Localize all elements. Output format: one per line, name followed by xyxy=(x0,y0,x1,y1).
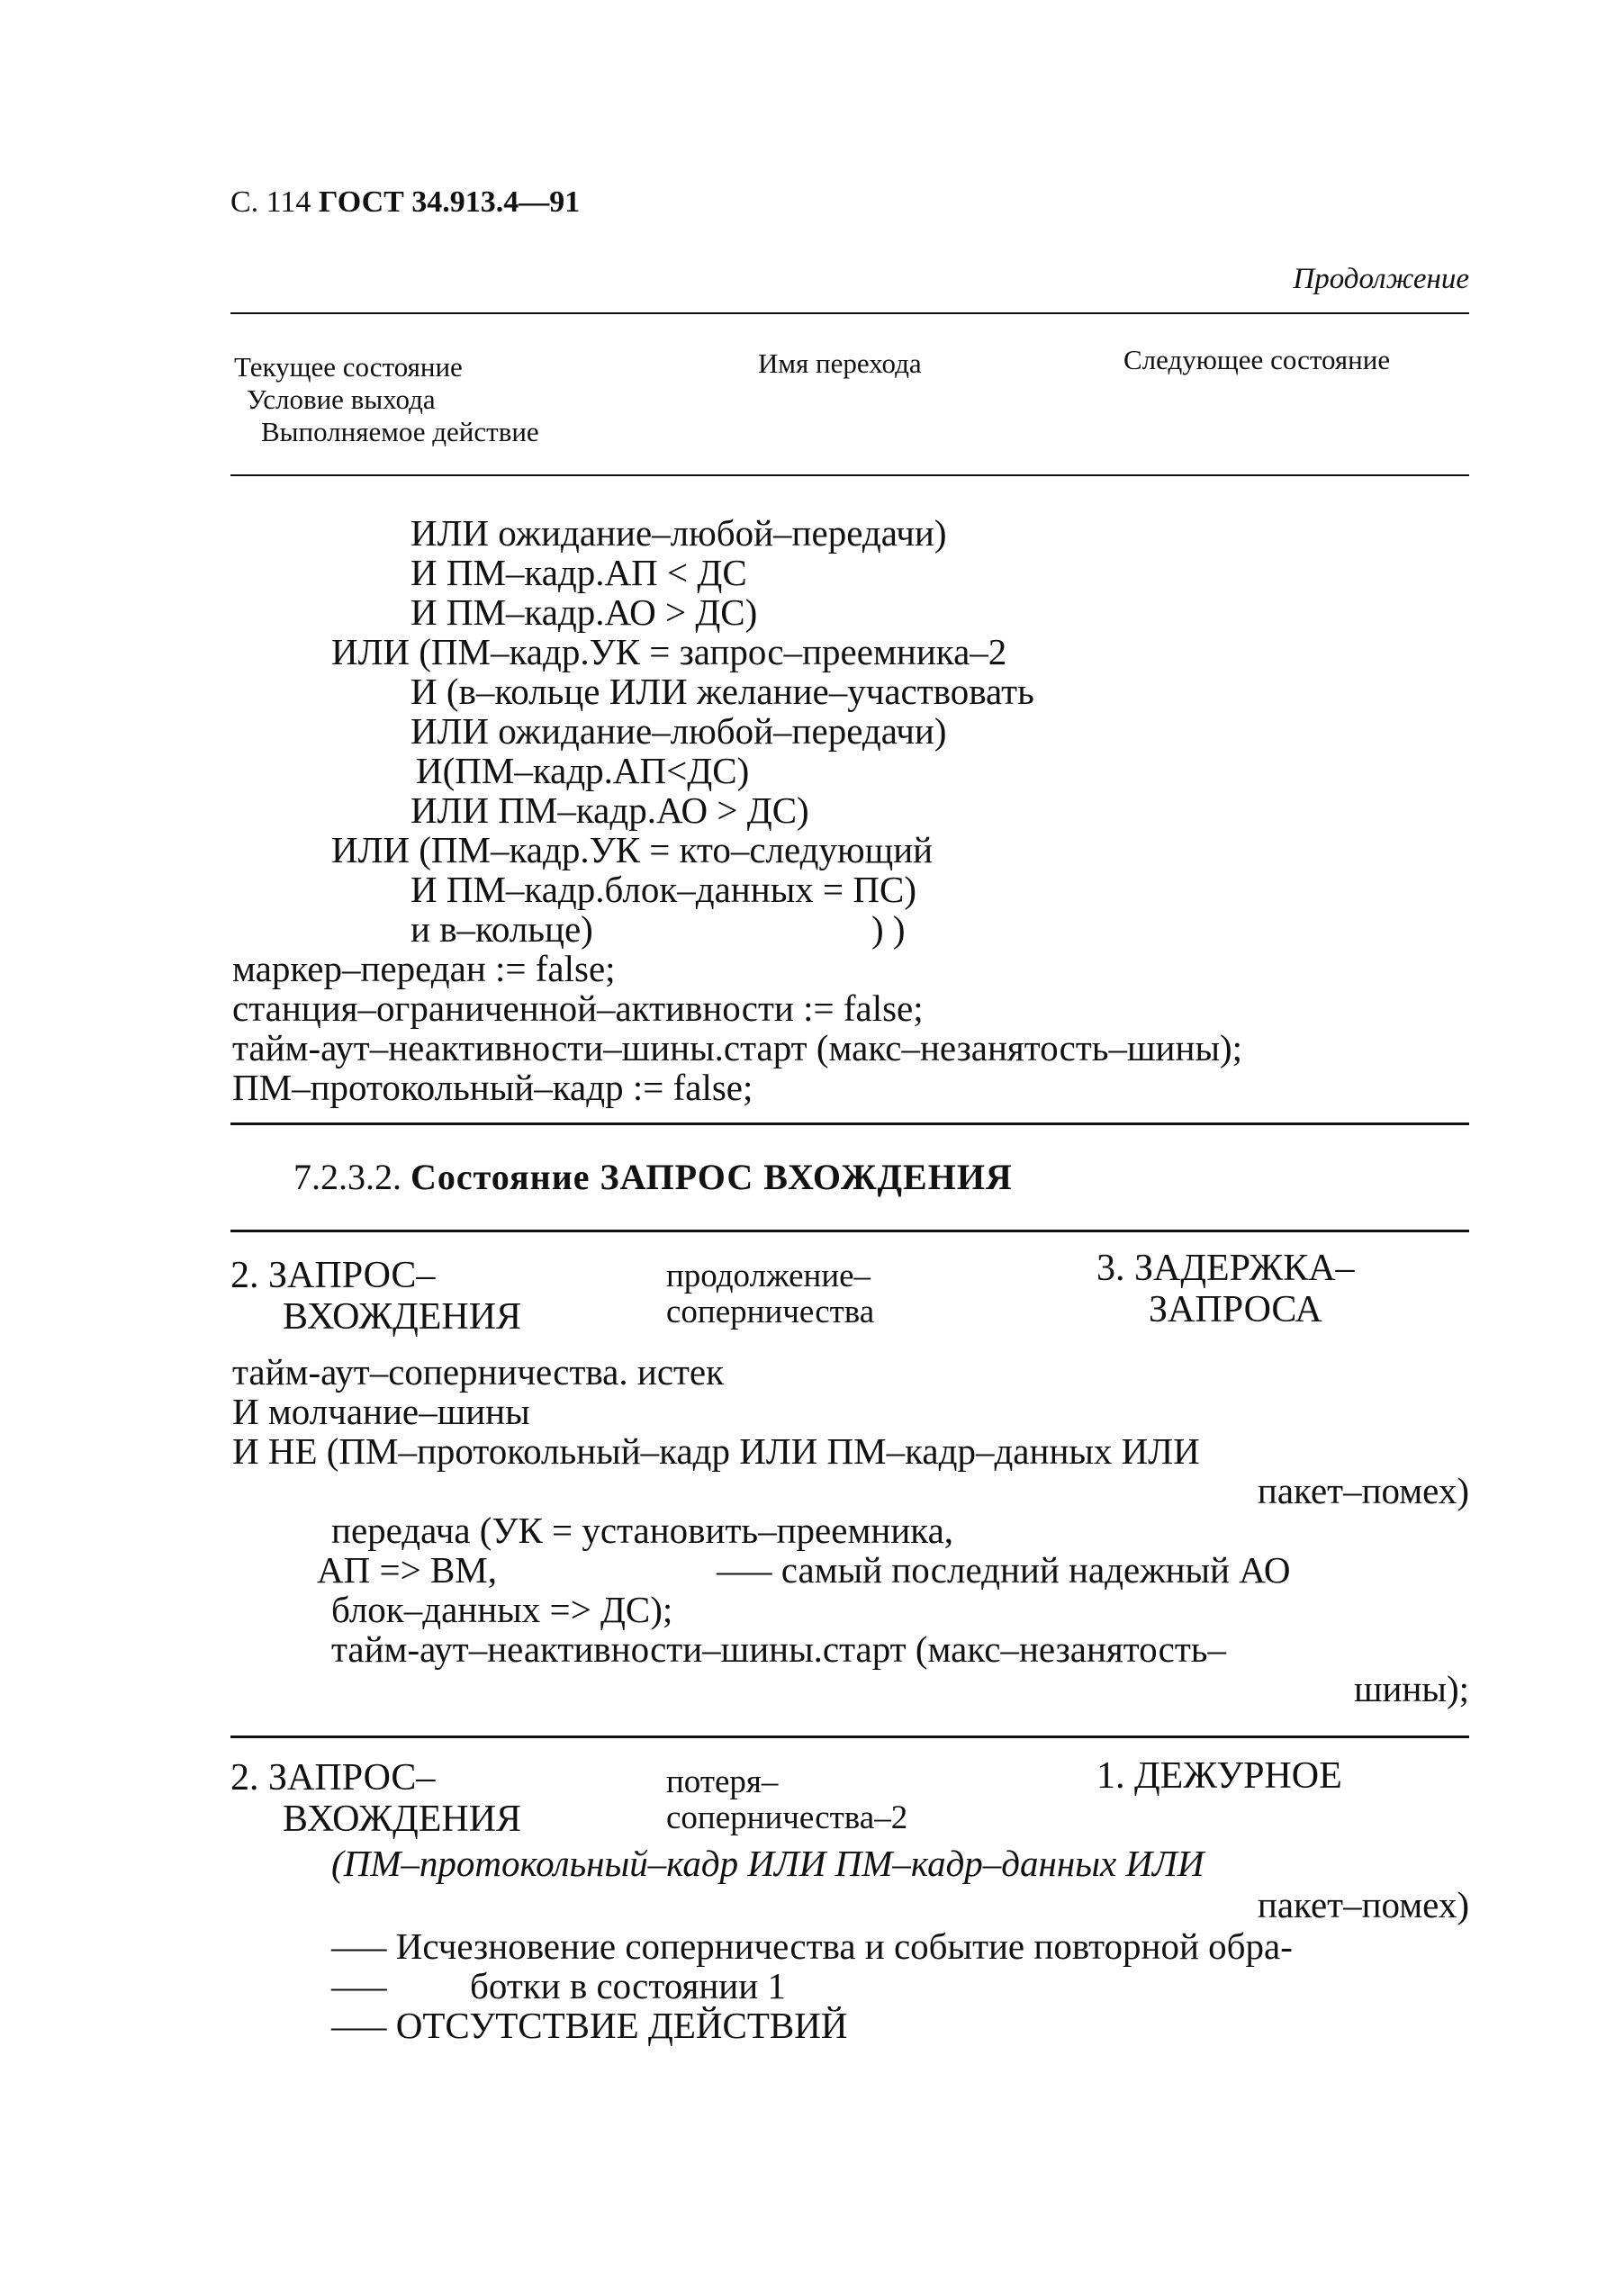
t2-transition-name xyxy=(666,1764,907,1836)
t1-name-line2: соперничества xyxy=(666,1294,875,1330)
code-line: ПМ–протокольный–кадр := false; xyxy=(232,1067,753,1108)
t2-line: —– xyxy=(331,1965,387,2006)
t1-next-line2: ЗАПРОСА xyxy=(1149,1289,1322,1330)
t1-line: И НЕ (ПМ–протокольный–кадр ИЛИ ПМ–кадр–данных ИЛИ xyxy=(232,1430,1200,1472)
t1-line: блок–данных => ДС); xyxy=(331,1589,673,1630)
code-line: И(ПМ–кадр.АП<ДС) xyxy=(416,750,750,791)
t1-next-line1: 3. ЗАДЕРЖКА– xyxy=(1096,1248,1355,1289)
code-line: ИЛИ ожидание–любой–передачи) xyxy=(411,512,947,554)
t1-transition-name xyxy=(666,1258,874,1330)
t1-line: —– самый последний надежный АО xyxy=(717,1549,1291,1591)
t2-next-state: 1. ДЕЖУРНОЕ xyxy=(1096,1755,1342,1797)
t2-name-line2: соперничества–2 xyxy=(666,1799,908,1836)
section-heading xyxy=(293,1156,1013,1198)
t2-line: пакет–помех) xyxy=(1257,1884,1469,1925)
top-rule xyxy=(230,312,1469,314)
col1-line2: Условие выхода xyxy=(247,383,436,415)
t1-line: тайм-аут–неактивности–шины.старт (макс–незанятость– xyxy=(331,1628,1226,1670)
page-header xyxy=(230,185,580,220)
section-number: 7.2.3.2. xyxy=(293,1157,401,1197)
t1-state xyxy=(230,1255,521,1338)
t2-state-line1: 2. ЗАПРОС– xyxy=(230,1757,436,1799)
t1-line: пакет–помех) xyxy=(1257,1470,1469,1511)
code-line: ИЛИ (ПМ–кадр.УК = запрос–преемника–2 xyxy=(331,631,1007,672)
code-line: станция–ограниченной–активности := false; xyxy=(232,987,924,1029)
page-number: С. 114 xyxy=(230,185,311,219)
column-header-transition: Имя перехода xyxy=(758,347,922,379)
block-rule xyxy=(230,1122,1469,1125)
section-title: Состояние ЗАПРОС ВХОЖДЕНИЯ xyxy=(411,1157,1013,1197)
col1-line3: Выполняемое действие xyxy=(261,416,539,447)
t1-line: тайм-аут–соперничества. истек xyxy=(232,1351,725,1393)
code-line: и в–кольце) xyxy=(411,908,593,950)
code-line: И ПМ–кадр.блок–данных = ПС) xyxy=(411,869,916,910)
t2-line: ботки в состоянии 1 xyxy=(470,1965,786,2006)
column-header-next: Следующее состояние xyxy=(1123,344,1391,375)
t2-line: —– ОТСУТСТВИЕ ДЕЙСТВИЙ xyxy=(331,2005,848,2046)
t1-next-state xyxy=(1096,1248,1355,1330)
code-line: ИЛИ (ПМ–кадр.УК = кто–следующий xyxy=(331,829,934,870)
t1-line: шины); xyxy=(1353,1668,1469,1709)
code-line: ИЛИ ожидание–любой–передачи) xyxy=(411,710,947,752)
code-line: И ПМ–кадр.АП < ДС xyxy=(411,552,747,593)
header-rule xyxy=(230,474,1469,476)
t1-line: передача (УК = установить–преемника, xyxy=(331,1510,954,1551)
code-line: тайм-аут–неактивности–шины.старт (макс–незанятость–шины); xyxy=(232,1027,1243,1068)
transition-rule xyxy=(230,1736,1469,1738)
standard-number: ГОСТ 34.913.4—91 xyxy=(318,185,581,219)
t2-name-line1: потеря– xyxy=(666,1763,779,1800)
code-line: маркер–передан := false; xyxy=(232,948,616,989)
t1-line: И молчание–шины xyxy=(232,1391,530,1432)
continuation-label: Продолжение xyxy=(1293,263,1469,295)
column-header-current xyxy=(234,351,539,448)
col1-line1: Текущее состояние xyxy=(234,351,463,383)
t1-state-line1: 2. ЗАПРОС– xyxy=(230,1255,436,1296)
t2-state-line2: ВХОЖДЕНИЯ xyxy=(283,1799,522,1840)
t1-state-line2: ВХОЖДЕНИЯ xyxy=(283,1296,522,1338)
code-line: ) ) xyxy=(871,908,906,950)
t1-name-line1: продолжение– xyxy=(666,1258,871,1294)
t2-line: (ПМ–протокольный–кадр ИЛИ ПМ–кадр–данных ИЛИ xyxy=(331,1843,1204,1884)
code-line: ИЛИ ПМ–кадр.АО > ДС) xyxy=(411,789,809,831)
section-rule xyxy=(230,1230,1469,1232)
t2-line: —– Исчезновение соперничества и событие повторной обра- xyxy=(331,1925,1293,1967)
code-line: И ПМ–кадр.АО > ДС) xyxy=(411,591,758,633)
t1-line: АП => ВМ, xyxy=(317,1549,498,1591)
t2-state xyxy=(230,1757,521,1840)
code-line: И (в–кольце ИЛИ желание–участвовать xyxy=(411,671,1034,712)
